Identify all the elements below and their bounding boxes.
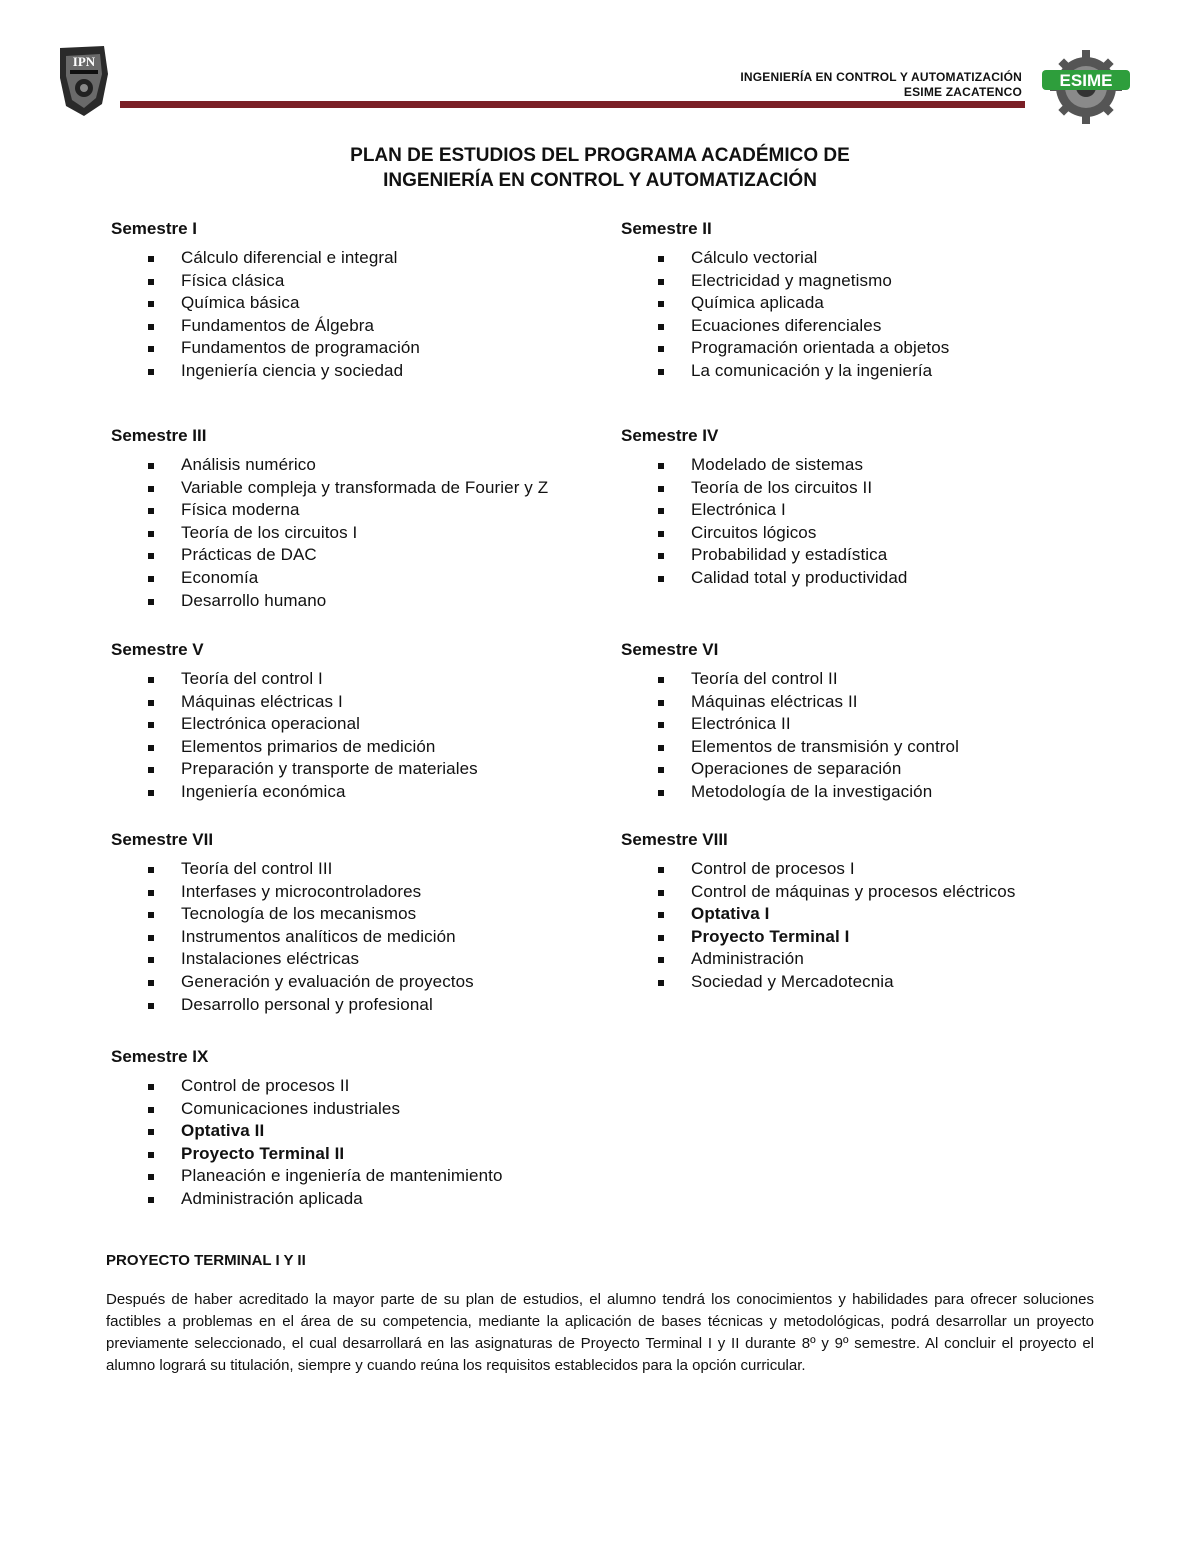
course-name: Instrumentos analíticos de medición bbox=[181, 926, 456, 946]
course-name: Modelado de sistemas bbox=[691, 455, 864, 474]
course-item bbox=[621, 360, 1121, 383]
course-name: Teoría del control III bbox=[181, 859, 333, 878]
square-bullet-icon bbox=[148, 890, 154, 896]
course-item bbox=[111, 337, 611, 360]
title-line-1: PLAN DE ESTUDIOS DEL PROGRAMA ACADÉMICO DE bbox=[350, 145, 850, 166]
course-name: Proyecto Terminal I bbox=[691, 926, 850, 946]
semester-block bbox=[111, 1046, 611, 1211]
course-item bbox=[621, 858, 1121, 881]
course-item bbox=[621, 903, 1121, 926]
square-bullet-icon bbox=[148, 576, 154, 582]
course-item bbox=[621, 567, 1121, 590]
esime-gear-logo-icon bbox=[1040, 50, 1132, 124]
course-name: Economía bbox=[181, 567, 259, 587]
square-bullet-icon bbox=[658, 957, 664, 963]
square-bullet-icon bbox=[148, 599, 154, 605]
course-item bbox=[621, 477, 1121, 500]
course-name: Física moderna bbox=[181, 500, 300, 520]
square-bullet-icon bbox=[148, 324, 154, 330]
course-item bbox=[111, 360, 611, 383]
course-name: Física clásica bbox=[181, 270, 285, 290]
course-name: Preparación y transporte de materiales bbox=[181, 759, 478, 779]
semester-heading: Semestre V bbox=[111, 640, 204, 659]
course-name: Cálculo vectorial bbox=[691, 248, 818, 267]
square-bullet-icon bbox=[148, 256, 154, 262]
square-bullet-icon bbox=[658, 935, 664, 941]
semester-heading: Semestre VI bbox=[621, 640, 719, 659]
course-name: Control de máquinas y procesos eléctricos bbox=[691, 881, 1016, 901]
course-name: Operaciones de separación bbox=[691, 759, 902, 779]
course-name: Metodología de la investigación bbox=[691, 781, 933, 801]
header-program-lines bbox=[740, 70, 1022, 100]
course-item bbox=[621, 881, 1121, 904]
course-item bbox=[621, 292, 1121, 315]
square-bullet-icon bbox=[658, 980, 664, 986]
course-item bbox=[111, 1120, 611, 1143]
course-item bbox=[111, 499, 611, 522]
course-name: Desarrollo personal y profesional bbox=[181, 994, 433, 1014]
square-bullet-icon bbox=[658, 745, 664, 751]
course-name: Electrónica I bbox=[691, 500, 786, 520]
course-name: Teoría del control II bbox=[691, 669, 838, 688]
semester-block bbox=[621, 218, 1121, 383]
course-item bbox=[621, 713, 1121, 736]
semester-block bbox=[111, 425, 611, 612]
course-item bbox=[621, 926, 1121, 949]
square-bullet-icon bbox=[148, 1003, 154, 1009]
square-bullet-icon bbox=[148, 700, 154, 706]
course-item bbox=[111, 948, 611, 971]
semester-heading: Semestre IX bbox=[111, 1047, 209, 1066]
course-item bbox=[111, 691, 611, 714]
square-bullet-icon bbox=[148, 935, 154, 941]
semester-block bbox=[111, 639, 611, 804]
course-item bbox=[111, 544, 611, 567]
square-bullet-icon bbox=[148, 531, 154, 537]
course-item bbox=[111, 1188, 611, 1211]
course-item bbox=[111, 1098, 611, 1121]
course-item bbox=[111, 926, 611, 949]
square-bullet-icon bbox=[658, 486, 664, 492]
square-bullet-icon bbox=[658, 256, 664, 262]
square-bullet-icon bbox=[658, 553, 664, 559]
course-item bbox=[111, 247, 611, 270]
course-name: Optativa II bbox=[181, 1121, 265, 1141]
square-bullet-icon bbox=[658, 677, 664, 683]
course-name: Teoría del control I bbox=[181, 669, 323, 688]
ipn-logo-icon bbox=[56, 44, 112, 118]
course-name: Comunicaciones industriales bbox=[181, 1098, 401, 1118]
course-item bbox=[111, 315, 611, 338]
course-item bbox=[621, 736, 1121, 759]
square-bullet-icon bbox=[658, 463, 664, 469]
square-bullet-icon bbox=[658, 279, 664, 285]
square-bullet-icon bbox=[658, 767, 664, 773]
course-item bbox=[621, 668, 1121, 691]
square-bullet-icon bbox=[148, 867, 154, 873]
title-line-2: INGENIERÍA EN CONTROL Y AUTOMATIZACIÓN bbox=[383, 170, 817, 191]
course-name: Instalaciones eléctricas bbox=[181, 949, 360, 969]
square-bullet-icon bbox=[148, 722, 154, 728]
semester-heading: Semestre II bbox=[621, 219, 712, 238]
course-item bbox=[111, 454, 611, 477]
course-item bbox=[621, 781, 1121, 804]
course-name: Control de procesos II bbox=[181, 1076, 350, 1095]
semester-heading: Semestre VII bbox=[111, 830, 214, 849]
course-name: Calidad total y productividad bbox=[691, 567, 908, 587]
course-item bbox=[111, 971, 611, 994]
course-name: Electrónica II bbox=[691, 714, 791, 734]
square-bullet-icon bbox=[148, 369, 154, 375]
square-bullet-icon bbox=[148, 1197, 154, 1203]
square-bullet-icon bbox=[148, 1084, 154, 1090]
course-item bbox=[111, 567, 611, 590]
course-name: Máquinas eléctricas I bbox=[181, 691, 343, 711]
course-item bbox=[111, 590, 611, 613]
course-name: Teoría de los circuitos I bbox=[181, 522, 358, 542]
course-item bbox=[111, 994, 611, 1017]
course-name: Administración aplicada bbox=[181, 1188, 363, 1208]
header-program-name: INGENIERÍA EN CONTROL Y AUTOMATIZACIÓN bbox=[740, 70, 1022, 84]
project-heading: PROYECTO TERMINAL I Y II bbox=[106, 1252, 306, 1269]
course-item bbox=[111, 881, 611, 904]
square-bullet-icon bbox=[658, 890, 664, 896]
square-bullet-icon bbox=[148, 957, 154, 963]
course-item bbox=[111, 858, 611, 881]
course-item bbox=[111, 1143, 611, 1166]
course-item bbox=[621, 270, 1121, 293]
square-bullet-icon bbox=[658, 576, 664, 582]
course-item bbox=[111, 292, 611, 315]
course-item bbox=[111, 522, 611, 545]
course-name: Cálculo diferencial e integral bbox=[181, 248, 398, 267]
square-bullet-icon bbox=[658, 790, 664, 796]
course-name: Electrónica operacional bbox=[181, 714, 361, 734]
square-bullet-icon bbox=[148, 980, 154, 986]
semester-heading: Semestre I bbox=[111, 219, 197, 238]
course-name: Prácticas de DAC bbox=[181, 545, 317, 565]
course-name: Probabilidad y estadística bbox=[691, 545, 888, 565]
course-item bbox=[621, 971, 1121, 994]
course-name: Desarrollo humano bbox=[181, 590, 327, 610]
course-name: Optativa I bbox=[691, 904, 770, 924]
course-name: Variable compleja y transformada de Fourier y Z bbox=[181, 477, 549, 497]
course-name: Programación orientada a objetos bbox=[691, 338, 950, 358]
header-school-name: ESIME ZACATENCO bbox=[903, 85, 1022, 99]
course-name: Ecuaciones diferenciales bbox=[691, 315, 882, 335]
course-name: Análisis numérico bbox=[181, 455, 316, 474]
course-item bbox=[621, 758, 1121, 781]
square-bullet-icon bbox=[658, 508, 664, 514]
semester-block bbox=[111, 829, 611, 1016]
square-bullet-icon bbox=[148, 677, 154, 683]
semester-block bbox=[621, 425, 1121, 590]
course-item bbox=[621, 948, 1121, 971]
course-item bbox=[111, 781, 611, 804]
course-name: Planeación e ingeniería de mantenimiento bbox=[181, 1166, 503, 1186]
semester-heading: Semestre VIII bbox=[621, 830, 728, 849]
course-name: Control de procesos I bbox=[691, 859, 855, 878]
semester-heading: Semestre IV bbox=[621, 426, 719, 445]
square-bullet-icon bbox=[148, 346, 154, 352]
course-name: La comunicación y la ingeniería bbox=[691, 360, 933, 380]
course-name: Fundamentos de Álgebra bbox=[181, 315, 375, 335]
square-bullet-icon bbox=[658, 722, 664, 728]
course-name: Tecnología de los mecanismos bbox=[181, 904, 417, 924]
course-item bbox=[621, 544, 1121, 567]
course-name: Administración bbox=[691, 949, 804, 969]
project-paragraph: Después de haber acreditado la mayor parte de su plan de estudios, el alumno tendrá los conocimientos y habilidades para ofrecer soluciones factibles a problemas en el área de su competencia, mediante la aplicación de bases técnicas y metodológicas, podrá desarrollar un proyecto previamente seleccionado, el cual desarrollará en las asignaturas de Proyecto Terminal I y II durante 8º y 9º semestre. Al concluir el proyecto el alumno logrará su titulación, siempre y cuando reúna los requisitos establecidos para la opción curricular. bbox=[106, 1291, 1094, 1374]
course-name: Química básica bbox=[181, 293, 300, 313]
course-item bbox=[111, 270, 611, 293]
square-bullet-icon bbox=[148, 1174, 154, 1180]
course-item bbox=[111, 668, 611, 691]
course-name: Química aplicada bbox=[691, 293, 824, 313]
course-item bbox=[621, 337, 1121, 360]
square-bullet-icon bbox=[148, 912, 154, 918]
square-bullet-icon bbox=[658, 867, 664, 873]
course-item bbox=[111, 736, 611, 759]
course-name: Sociedad y Mercadotecnia bbox=[691, 971, 894, 991]
square-bullet-icon bbox=[658, 346, 664, 352]
course-item bbox=[111, 903, 611, 926]
square-bullet-icon bbox=[658, 700, 664, 706]
square-bullet-icon bbox=[658, 369, 664, 375]
course-name: Ingeniería económica bbox=[181, 781, 346, 801]
course-item bbox=[111, 758, 611, 781]
semester-block bbox=[621, 829, 1121, 994]
semester-block bbox=[621, 639, 1121, 804]
square-bullet-icon bbox=[148, 508, 154, 514]
square-bullet-icon bbox=[148, 553, 154, 559]
course-item bbox=[111, 713, 611, 736]
course-name: Generación y evaluación de proyectos bbox=[181, 971, 474, 991]
page-title bbox=[0, 143, 1200, 193]
course-item bbox=[111, 1075, 611, 1098]
square-bullet-icon bbox=[658, 912, 664, 918]
course-item bbox=[621, 247, 1121, 270]
square-bullet-icon bbox=[658, 531, 664, 537]
square-bullet-icon bbox=[148, 1129, 154, 1135]
square-bullet-icon bbox=[658, 324, 664, 330]
course-name: Interfases y microcontroladores bbox=[181, 881, 422, 901]
course-item bbox=[111, 477, 611, 500]
course-item bbox=[621, 315, 1121, 338]
course-name: Fundamentos de programación bbox=[181, 338, 420, 358]
course-item bbox=[111, 1165, 611, 1188]
square-bullet-icon bbox=[148, 279, 154, 285]
square-bullet-icon bbox=[148, 745, 154, 751]
square-bullet-icon bbox=[148, 1152, 154, 1158]
course-item bbox=[621, 691, 1121, 714]
header-rule bbox=[120, 101, 1025, 108]
semester-heading: Semestre III bbox=[111, 426, 207, 445]
course-name: Máquinas eléctricas II bbox=[691, 691, 858, 711]
square-bullet-icon bbox=[148, 1107, 154, 1113]
esime-logo-text: ESIME bbox=[1059, 71, 1113, 90]
square-bullet-icon bbox=[148, 301, 154, 307]
ipn-logo-text: IPN bbox=[72, 54, 96, 69]
course-name: Elementos primarios de medición bbox=[181, 736, 436, 756]
square-bullet-icon bbox=[148, 463, 154, 469]
course-name: Circuitos lógicos bbox=[691, 522, 817, 542]
course-name: Ingeniería ciencia y sociedad bbox=[181, 360, 404, 380]
course-item bbox=[621, 522, 1121, 545]
course-name: Teoría de los circuitos II bbox=[691, 477, 873, 497]
square-bullet-icon bbox=[658, 301, 664, 307]
course-name: Electricidad y magnetismo bbox=[691, 270, 892, 290]
course-name: Proyecto Terminal II bbox=[181, 1143, 345, 1163]
course-item bbox=[621, 454, 1121, 477]
semester-block bbox=[111, 218, 611, 383]
square-bullet-icon bbox=[148, 767, 154, 773]
square-bullet-icon bbox=[148, 486, 154, 492]
course-item bbox=[621, 499, 1121, 522]
square-bullet-icon bbox=[148, 790, 154, 796]
course-name: Elementos de transmisión y control bbox=[691, 736, 959, 756]
